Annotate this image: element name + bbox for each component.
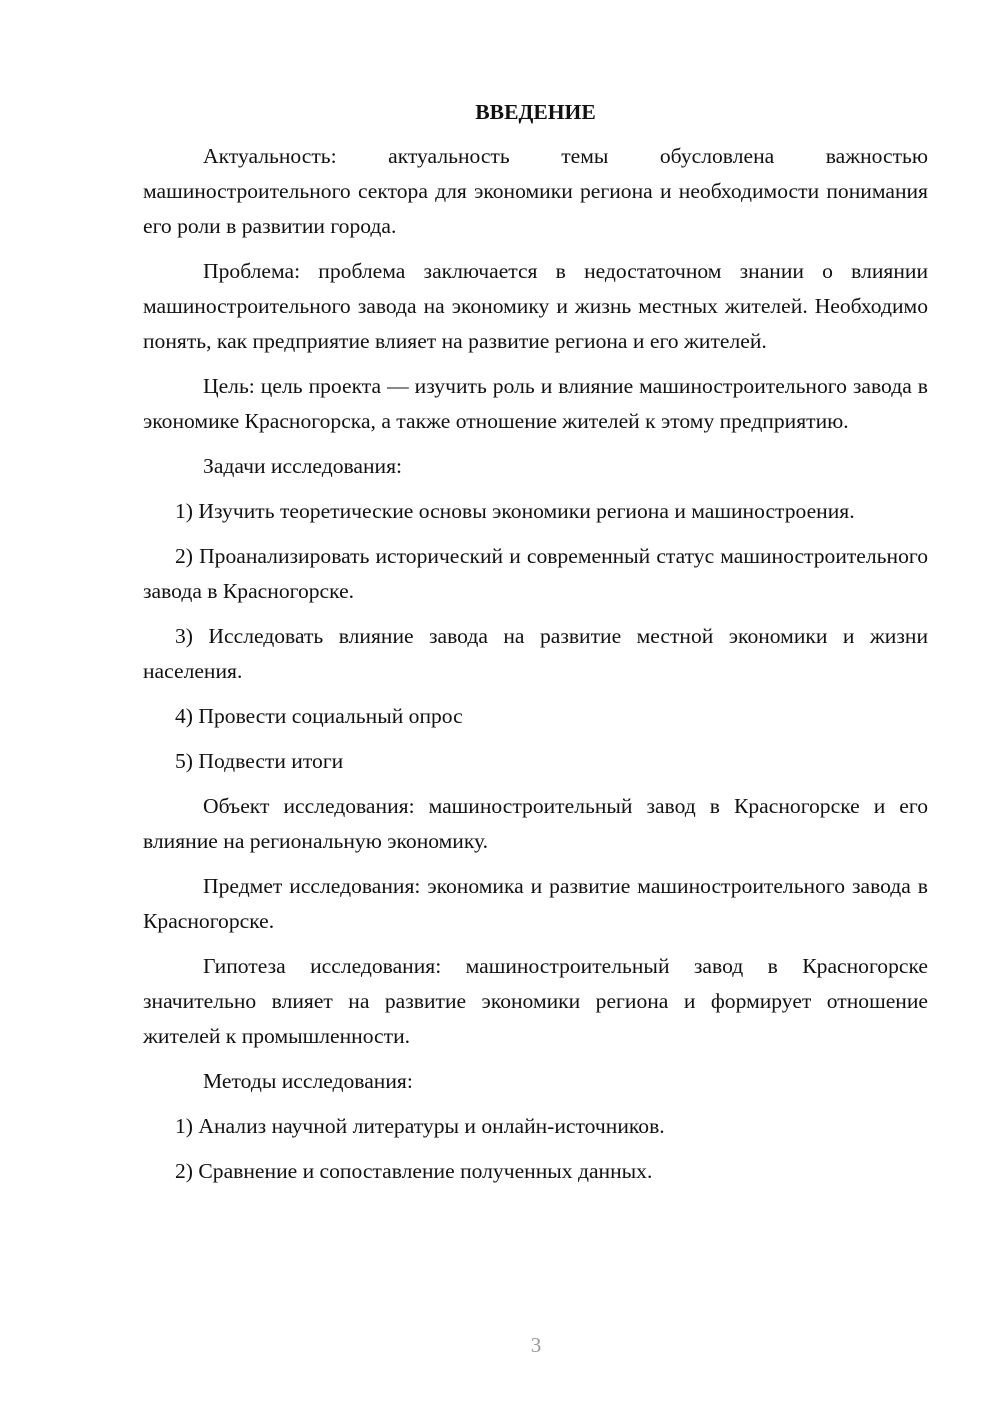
methods-heading: Методы исследования: <box>203 1069 413 1093</box>
task-item: 4) Провести социальный опрос <box>175 704 463 728</box>
task-item: 2) Проанализировать исторический и современный статус машиностроительного завода в Красногорске. <box>143 544 928 603</box>
method-item: 1) Анализ научной литературы и онлайн-источников. <box>175 1114 665 1138</box>
task-item: 5) Подвести итоги <box>175 749 344 773</box>
task-item: 1) Изучить теоретические основы экономики региона и машиностроения. <box>175 499 855 523</box>
subject-paragraph: Предмет исследования: экономика и развитие машиностроительного завода в Красногорске. <box>143 874 928 933</box>
hypothesis-paragraph: Гипотеза исследования: машиностроительный завод в Красногорске значительно влияет на развитие экономики региона и формирует отношение жителей к промышленности. <box>143 954 928 1048</box>
goal-paragraph: Цель: цель проекта — изучить роль и влияние машиностроительного завода в экономике Красногорска, а также отношение жителей к этому предприятию. <box>143 374 928 433</box>
object-paragraph: Объект исследования: машиностроительный завод в Красногорске и его влияние на региональную экономику. <box>143 794 928 853</box>
relevance-paragraph: Актуальность: актуальность темы обусловлена важностью машиностроительного сектора для экономики региона и необходимости понимания его роли в развитии города. <box>143 144 928 238</box>
task-item: 3) Исследовать влияние завода на развитие местной экономики и жизни населения. <box>143 624 928 683</box>
method-item: 2) Сравнение и сопоставление полученных данных. <box>175 1159 653 1183</box>
page-number: 3 <box>530 1333 542 1357</box>
problem-paragraph: Проблема: проблема заключается в недостаточном знании о влиянии машиностроительного завода на экономику и жизнь местных жителей. Необходимо понять, как предприятие влияет на развитие региона и его жителей. <box>143 259 928 353</box>
tasks-heading: Задачи исследования: <box>203 454 403 478</box>
section-title: ВВЕДЕНИЕ <box>475 100 596 124</box>
page-content <box>143 96 928 1199</box>
